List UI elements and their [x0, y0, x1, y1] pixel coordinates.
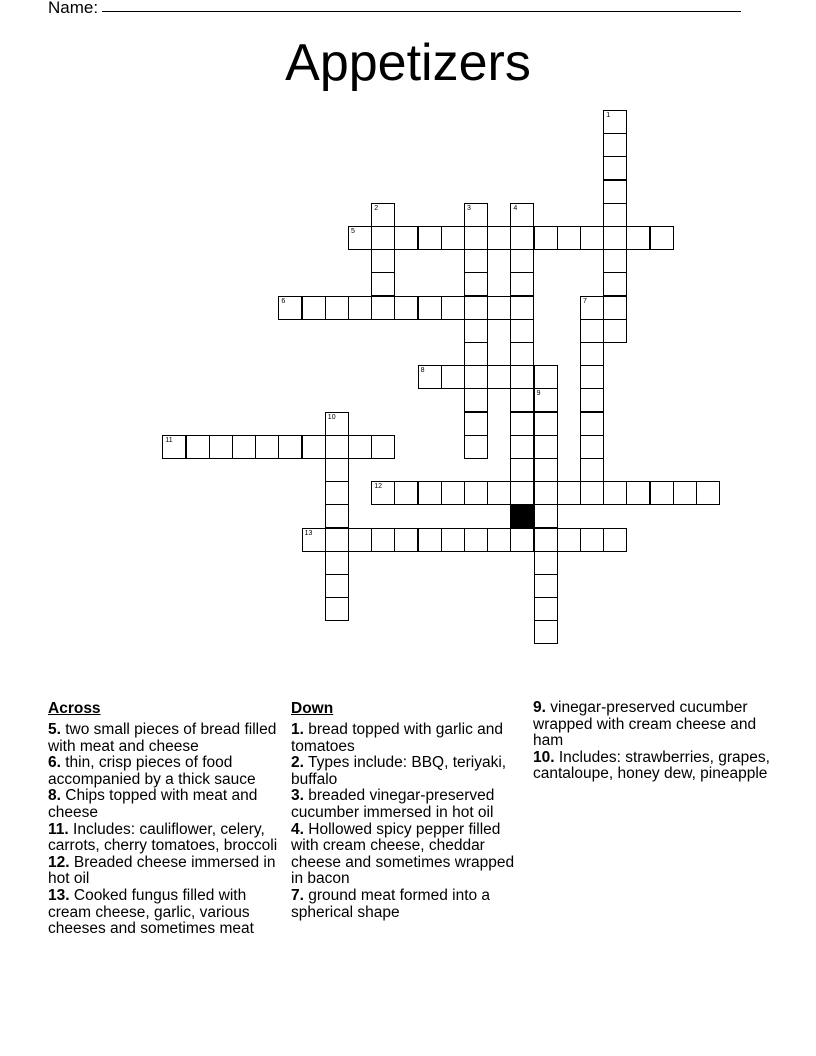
grid-cell[interactable] — [534, 574, 558, 598]
grid-cell[interactable] — [464, 249, 488, 273]
grid-cell[interactable] — [464, 319, 488, 343]
clue-item — [291, 822, 523, 888]
grid-cell[interactable] — [394, 296, 418, 320]
grid-cell[interactable] — [603, 133, 627, 157]
grid-cell[interactable] — [371, 435, 395, 459]
grid-cell[interactable] — [348, 296, 372, 320]
grid-cell[interactable] — [464, 226, 488, 250]
grid-cell[interactable] — [510, 249, 534, 273]
grid-cell[interactable] — [603, 249, 627, 273]
grid-cell[interactable] — [325, 528, 349, 552]
clue-number: 2 — [374, 204, 379, 212]
grid-cell[interactable] — [418, 481, 442, 505]
clue-text: ground meat formed into a spherical shape — [291, 886, 491, 921]
grid-cell[interactable] — [510, 458, 534, 482]
grid-cell[interactable] — [603, 528, 627, 552]
grid-cell[interactable] — [371, 481, 395, 505]
grid-cell[interactable] — [580, 226, 604, 250]
grid-cell[interactable] — [302, 296, 326, 320]
grid-cell[interactable] — [626, 481, 650, 505]
down-heading: Down — [291, 700, 334, 717]
clue-text: Chips topped with meat and cheese — [48, 787, 258, 821]
grid-cell[interactable] — [534, 388, 558, 412]
grid-cell[interactable] — [418, 226, 442, 250]
grid-cell[interactable] — [580, 388, 604, 412]
grid-cell[interactable] — [325, 574, 349, 598]
grid-cell[interactable] — [603, 272, 627, 296]
clue-number: 3 — [467, 204, 471, 212]
clue-text: Cooked fungus filled with cream cheese, garlic, various cheeses and sometimes meat — [48, 886, 254, 938]
grid-cell[interactable] — [394, 226, 418, 250]
grid-cell[interactable] — [464, 481, 488, 505]
grid-cell[interactable] — [325, 504, 349, 528]
clue-number-label: 13. — [48, 886, 70, 904]
clue-number: 7 — [583, 297, 587, 305]
grid-cell[interactable] — [603, 481, 627, 505]
grid-cell[interactable] — [534, 620, 558, 644]
grid-cell[interactable] — [255, 435, 279, 459]
clue-number-label: 5. — [48, 721, 61, 738]
clue-number-label: 10. — [533, 748, 555, 766]
grid-cell[interactable] — [603, 319, 627, 343]
grid-cell[interactable] — [580, 342, 604, 366]
grid-cell[interactable] — [371, 528, 395, 552]
clue-number: 6 — [281, 297, 286, 305]
grid-cell[interactable] — [232, 435, 256, 459]
grid-cell[interactable] — [162, 435, 186, 459]
clue-item — [291, 888, 523, 921]
grid-cell[interactable] — [441, 481, 465, 505]
grid-cell[interactable] — [510, 203, 534, 227]
grid-cell[interactable] — [441, 528, 465, 552]
grid-cell[interactable] — [394, 528, 418, 552]
grid-cell[interactable] — [371, 249, 395, 273]
clue-text: Includes: cauliflower, celery, carrots, cherry tomatoes, broccoli — [48, 820, 278, 855]
clue-text: two small pieces of bread filled with meat and cheese — [48, 721, 277, 755]
grid-cell[interactable] — [557, 226, 581, 250]
clue-text: breaded vinegar-preserved cucumber immersed in hot oil — [291, 787, 495, 821]
clue-number: 5 — [351, 228, 355, 235]
clue-number-label: 8. — [48, 787, 61, 805]
grid-cell[interactable] — [487, 481, 511, 505]
grid-cell[interactable] — [394, 481, 418, 505]
clue-number: 13 — [304, 529, 313, 537]
grid-cell[interactable] — [510, 435, 534, 459]
grid-cell[interactable] — [441, 226, 465, 250]
clue-number-label: 12. — [48, 853, 70, 871]
grid-cell[interactable] — [510, 388, 534, 412]
clue-text: thin, crisp pieces of food accompanied by a thick sauce — [48, 754, 256, 788]
clue-number: 10 — [327, 413, 336, 421]
grid-cell[interactable] — [534, 597, 558, 621]
clue-number-label: 3. — [291, 787, 304, 805]
grid-cell[interactable] — [580, 319, 604, 343]
grid-cell[interactable] — [464, 272, 488, 296]
grid-cell[interactable] — [580, 412, 604, 436]
grid-cell[interactable] — [325, 481, 349, 505]
grid-cell[interactable] — [464, 528, 488, 552]
clue-number-label: 9. — [533, 699, 546, 716]
clue-text: Hollowed spicy pepper filled with cream cheese, cheddar cheese and sometimes wrapped in bacon — [291, 820, 515, 888]
grid-cell[interactable] — [371, 203, 395, 227]
clue-number-label: 2. — [291, 754, 304, 772]
clue-number-label: 4. — [291, 820, 304, 838]
grid-cell[interactable] — [348, 435, 372, 459]
grid-cell[interactable] — [510, 481, 534, 505]
grid-cell[interactable] — [487, 528, 511, 552]
clue-item — [533, 750, 773, 783]
grid-cell[interactable] — [603, 180, 627, 204]
grid-cell[interactable] — [603, 156, 627, 180]
clue-number: 8 — [420, 367, 425, 375]
grid-cell[interactable] — [626, 226, 650, 250]
clues-section — [0, 700, 816, 1000]
clue-item — [291, 722, 523, 755]
grid-cell[interactable] — [487, 226, 511, 250]
grid-cell[interactable] — [580, 365, 604, 389]
across-heading: Across — [48, 700, 101, 717]
grid-cell[interactable] — [534, 226, 558, 250]
clue-item — [48, 755, 284, 788]
grid-cell[interactable] — [464, 388, 488, 412]
grid-cell[interactable] — [441, 296, 465, 320]
grid-cell[interactable] — [487, 296, 511, 320]
grid-cell[interactable] — [580, 481, 604, 505]
grid-cell[interactable] — [534, 458, 558, 482]
clue-number: 12 — [374, 483, 382, 491]
grid-cell[interactable] — [510, 296, 534, 320]
grid-cell[interactable] — [534, 365, 558, 389]
grid-cell[interactable] — [325, 597, 349, 621]
grid-cell[interactable] — [325, 412, 349, 436]
clue-item — [48, 788, 284, 821]
grid-cell[interactable] — [673, 481, 697, 505]
down-clues-continued — [533, 700, 773, 783]
grid-cell[interactable] — [348, 226, 372, 250]
clue-text: Types include: BBQ, teriyaki, buffalo — [291, 754, 507, 788]
grid-cell[interactable] — [603, 296, 627, 320]
grid-cell[interactable] — [441, 365, 465, 389]
clue-number-label: 6. — [48, 754, 61, 772]
grid-cell[interactable] — [510, 528, 534, 552]
grid-cell[interactable] — [557, 528, 581, 552]
clue-number: 9 — [536, 390, 541, 398]
grid-cell[interactable] — [209, 435, 233, 459]
down-clues — [291, 700, 523, 921]
grid-cell[interactable] — [325, 551, 349, 575]
grid-cell[interactable] — [510, 272, 534, 296]
clue-number: 4 — [513, 204, 518, 212]
grid-cell[interactable] — [580, 296, 604, 320]
grid-cell[interactable] — [696, 481, 720, 505]
clue-item — [48, 722, 284, 755]
grid-cell[interactable] — [464, 412, 488, 436]
grid-cell[interactable] — [418, 528, 442, 552]
grid-cell[interactable] — [534, 528, 558, 552]
grid-cell[interactable] — [348, 528, 372, 552]
grid-cell[interactable] — [557, 481, 581, 505]
grid-cell[interactable] — [371, 226, 395, 250]
grid-cell[interactable] — [534, 412, 558, 436]
grid-cell[interactable] — [464, 342, 488, 366]
clue-item — [533, 700, 773, 750]
clue-number-label: 11. — [48, 820, 69, 838]
grid-cell[interactable] — [534, 504, 558, 528]
across-clues — [48, 700, 284, 938]
grid-cell[interactable] — [510, 319, 534, 343]
grid-cell[interactable] — [464, 435, 488, 459]
grid-cell[interactable] — [325, 458, 349, 482]
grid-cell[interactable] — [186, 435, 210, 459]
grid-cell[interactable] — [418, 296, 442, 320]
clue-item — [291, 788, 523, 821]
page-title: Appetizers — [285, 34, 531, 92]
grid-cell[interactable] — [650, 226, 674, 250]
grid-cell[interactable] — [464, 296, 488, 320]
clue-number-label: 7. — [291, 886, 304, 904]
grid-cell[interactable] — [278, 435, 302, 459]
grid-cell[interactable] — [510, 365, 534, 389]
clue-number: 11 — [165, 436, 173, 444]
grid-cell[interactable] — [650, 481, 674, 505]
grid-cell[interactable] — [302, 435, 326, 459]
clue-text: bread topped with garlic and tomatoes — [291, 721, 503, 755]
grid-cell[interactable] — [464, 365, 488, 389]
clue-item — [48, 888, 284, 938]
grid-cell[interactable] — [325, 296, 349, 320]
clue-text: Breaded cheese immersed in hot oil — [48, 853, 276, 888]
grid-cell[interactable] — [510, 412, 534, 436]
grid-cell[interactable] — [418, 365, 442, 389]
grid-cell[interactable] — [510, 342, 534, 366]
grid-cell[interactable] — [302, 528, 326, 552]
grid-cell[interactable] — [325, 435, 349, 459]
grid-cell[interactable] — [580, 435, 604, 459]
clue-number-label: 1. — [291, 721, 304, 738]
grid-cell[interactable] — [603, 203, 627, 227]
grid-cell[interactable] — [464, 203, 488, 227]
grid-cell[interactable] — [371, 296, 395, 320]
name-label: Name: — [48, 0, 99, 17]
grid-cell[interactable] — [278, 296, 302, 320]
grid-cell[interactable] — [603, 110, 627, 134]
grid-cell[interactable] — [371, 272, 395, 296]
clue-item — [48, 855, 284, 888]
grid-block-cell — [510, 504, 534, 528]
grid-cell[interactable] — [580, 458, 604, 482]
grid-cell[interactable] — [534, 481, 558, 505]
grid-cell[interactable] — [580, 528, 604, 552]
clue-item — [48, 822, 284, 855]
grid-cell[interactable] — [534, 551, 558, 575]
clue-text: Includes: strawberries, grapes, cantaloupe, honey dew, pineapple — [533, 748, 770, 783]
clue-item — [291, 755, 523, 788]
clue-number: 1 — [606, 112, 611, 119]
grid-cell[interactable] — [534, 435, 558, 459]
clue-text: vinegar-preserved cucumber wrapped with cream cheese and ham — [533, 699, 757, 750]
grid-cell[interactable] — [487, 365, 511, 389]
grid-cell[interactable] — [510, 226, 534, 250]
grid-cell[interactable] — [603, 226, 627, 250]
